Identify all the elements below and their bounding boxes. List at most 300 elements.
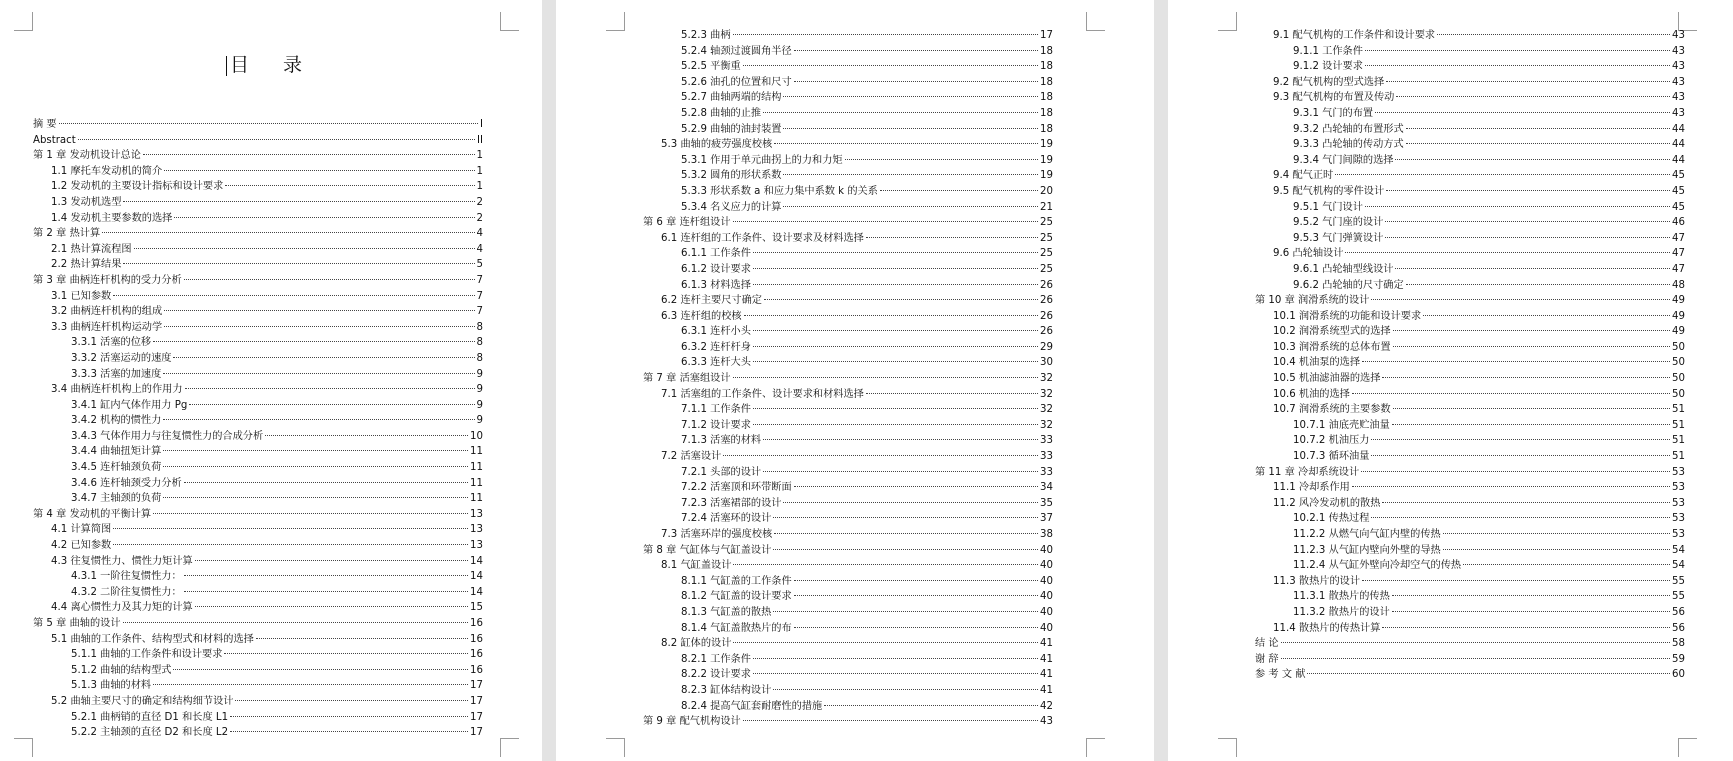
toc-entry-page-number: 43 bbox=[1672, 76, 1685, 88]
toc-entry-page-number: 51 bbox=[1672, 435, 1685, 447]
toc-entry-label: 6.3.2 连杆杆身 bbox=[681, 341, 751, 353]
toc-entry[interactable] bbox=[1255, 184, 1685, 200]
toc-entry[interactable] bbox=[33, 133, 483, 149]
toc-entry-page-number: 50 bbox=[1672, 388, 1685, 400]
toc-entry[interactable] bbox=[1255, 527, 1685, 543]
toc-dot-leader bbox=[753, 268, 1038, 269]
toc-dot-leader bbox=[1352, 486, 1670, 487]
toc-entry-page-number: 2 bbox=[476, 212, 483, 224]
toc-entry-page-number: 59 bbox=[1672, 653, 1685, 665]
toc-entry-page-number: 34 bbox=[1040, 482, 1053, 494]
toc-entry-page-number: I bbox=[479, 119, 483, 130]
toc-entry-label: 10.7 润滑系统的主要参数 bbox=[1273, 404, 1391, 416]
toc-entry[interactable] bbox=[643, 465, 1053, 481]
toc-entry[interactable] bbox=[643, 59, 1053, 75]
toc-entry-page-number: 21 bbox=[1040, 201, 1053, 213]
toc-entry-label: 10.2.1 传热过程 bbox=[1293, 513, 1370, 525]
toc-entry[interactable] bbox=[643, 418, 1053, 434]
toc-dot-leader bbox=[1371, 455, 1670, 456]
toc-dot-leader bbox=[195, 606, 468, 607]
toc-entry-page-number: 55 bbox=[1672, 575, 1685, 587]
toc-entry[interactable] bbox=[1255, 168, 1685, 184]
toc-entry[interactable] bbox=[1255, 480, 1685, 496]
toc-entry[interactable] bbox=[643, 246, 1053, 262]
toc-entry-label: 3.4.2 机构的惯性力 bbox=[71, 415, 162, 427]
toc-entry[interactable] bbox=[1255, 387, 1685, 403]
toc-entry-label: 5.2.5 平衡重 bbox=[681, 61, 741, 73]
toc-entry[interactable] bbox=[643, 605, 1053, 621]
toc-entry-label: 5.3.1 作用于单元曲拐上的力和力矩 bbox=[681, 154, 843, 166]
toc-entry[interactable] bbox=[643, 75, 1053, 91]
toc-dot-leader bbox=[1463, 564, 1670, 565]
toc-entry[interactable] bbox=[33, 164, 483, 180]
toc-dot-leader bbox=[1392, 611, 1670, 612]
toc-dot-leader bbox=[184, 575, 468, 576]
toc-entry-label: 4.2 已知参数 bbox=[51, 540, 112, 552]
toc-entry[interactable] bbox=[33, 600, 483, 616]
toc-entry[interactable] bbox=[643, 340, 1053, 356]
toc-dot-leader bbox=[733, 221, 1039, 222]
toc-entry-label: 8.2.2 设计要求 bbox=[681, 669, 751, 681]
toc-entry-page-number: 18 bbox=[1040, 92, 1053, 104]
toc-entry-page-number: 51 bbox=[1672, 451, 1685, 463]
toc-dot-leader bbox=[763, 471, 1038, 472]
toc-entry[interactable] bbox=[1255, 402, 1685, 418]
toc-entry-label: 3.4.7 主轴颈的负荷 bbox=[71, 493, 162, 505]
toc-entry[interactable] bbox=[643, 309, 1053, 325]
toc-dot-leader bbox=[1406, 128, 1670, 129]
toc-entry-label: 10.5 机油滤油器的选择 bbox=[1273, 373, 1381, 385]
toc-entry-page-number: 2 bbox=[476, 196, 483, 208]
toc-entry[interactable] bbox=[643, 480, 1053, 496]
toc-entry-label: 3.4.1 缸内气体作用力 Pg bbox=[71, 399, 188, 411]
toc-entry[interactable] bbox=[33, 179, 483, 195]
toc-entry-page-number: 44 bbox=[1672, 139, 1685, 151]
toc-entry[interactable] bbox=[33, 460, 483, 476]
toc-dot-leader bbox=[123, 622, 469, 623]
toc-entry[interactable] bbox=[643, 371, 1053, 387]
toc-entry-label: 7.2.3 活塞裙部的设计 bbox=[681, 497, 782, 509]
toc-entry-page-number: 56 bbox=[1672, 606, 1685, 618]
toc-entry[interactable] bbox=[33, 507, 483, 523]
toc-entry-label: 11.2.3 从气缸内壁向外壁的导热 bbox=[1293, 544, 1441, 556]
toc-entry-page-number: 25 bbox=[1040, 217, 1053, 229]
toc-entry[interactable] bbox=[1255, 496, 1685, 512]
toc-entry[interactable] bbox=[1255, 309, 1685, 325]
toc-entry-label: 9.5.3 气门弹簧设计 bbox=[1293, 232, 1384, 244]
toc-entry-label: 10.6 机油的选择 bbox=[1273, 388, 1350, 400]
toc-entry-label: 5.2 曲轴主要尺寸的确定和结构细节设计 bbox=[51, 695, 234, 707]
toc-entry[interactable] bbox=[643, 652, 1053, 668]
toc-entry-page-number: 25 bbox=[1040, 248, 1053, 260]
toc-entry[interactable] bbox=[643, 402, 1053, 418]
toc-dot-leader bbox=[1386, 81, 1670, 82]
toc-entry[interactable] bbox=[33, 647, 483, 663]
toc-entry-page-number: 50 bbox=[1672, 341, 1685, 353]
toc-entry-label: 3.1 已知参数 bbox=[51, 290, 112, 302]
toc-entry[interactable] bbox=[1255, 246, 1685, 262]
toc-entry-label: 5.1 曲轴的工作条件、结构型式和材料的选择 bbox=[51, 633, 254, 645]
toc-dot-leader bbox=[845, 159, 1038, 160]
toc-dot-leader bbox=[123, 263, 474, 264]
toc-entry[interactable] bbox=[33, 257, 483, 273]
toc-entry[interactable] bbox=[1255, 215, 1685, 231]
toc-entry[interactable] bbox=[33, 491, 483, 507]
toc-entry-page-number: 11 bbox=[470, 446, 483, 458]
toc-entry[interactable] bbox=[643, 667, 1053, 683]
toc-entry[interactable] bbox=[643, 714, 1053, 730]
toc-entry[interactable] bbox=[643, 683, 1053, 699]
toc-entry[interactable] bbox=[643, 231, 1053, 247]
toc-dot-leader bbox=[1371, 439, 1670, 440]
toc-dot-leader bbox=[866, 393, 1038, 394]
toc-entry[interactable] bbox=[33, 273, 483, 289]
toc-entry-page-number: 9 bbox=[476, 384, 483, 396]
toc-entry-page-number: 7 bbox=[476, 290, 483, 302]
toc-entry-label: 7.2.1 头部的设计 bbox=[681, 466, 762, 478]
toc-entry-page-number: 10 bbox=[470, 430, 483, 442]
toc-entry-label: 11.4 散热片的传热计算 bbox=[1273, 622, 1381, 634]
toc-entry[interactable] bbox=[33, 351, 483, 367]
toc-entry[interactable] bbox=[643, 293, 1053, 309]
toc-entry[interactable] bbox=[33, 304, 483, 320]
toc-entry-page-number: 48 bbox=[1672, 279, 1685, 291]
toc-dot-leader bbox=[1281, 658, 1670, 659]
toc-dot-leader bbox=[78, 139, 475, 140]
toc-dot-leader bbox=[733, 642, 1038, 643]
toc-entry[interactable] bbox=[33, 585, 483, 601]
toc-entry-label: 3.4.4 曲轴扭矩计算 bbox=[71, 446, 162, 458]
toc-dot-leader bbox=[753, 658, 1038, 659]
toc-entry[interactable] bbox=[1255, 340, 1685, 356]
toc-entry-label: 第 8 章 气缸体与气缸盖设计 bbox=[643, 544, 772, 556]
toc-entry[interactable] bbox=[643, 558, 1053, 574]
toc-entry[interactable] bbox=[33, 320, 483, 336]
toc-entry-label: 5.3.2 圆角的形状系数 bbox=[681, 170, 782, 182]
toc-dot-leader bbox=[163, 497, 468, 498]
toc-entry[interactable] bbox=[643, 215, 1053, 231]
toc-dot-leader bbox=[185, 388, 475, 389]
margin-corner-mark bbox=[500, 12, 519, 31]
toc-entry[interactable] bbox=[643, 574, 1053, 590]
toc-entry-label: 11.3 散热片的设计 bbox=[1273, 575, 1361, 587]
toc-entry[interactable] bbox=[33, 148, 483, 164]
toc-entry-page-number: 55 bbox=[1672, 591, 1685, 603]
toc-entry[interactable] bbox=[643, 90, 1053, 106]
toc-entry[interactable] bbox=[1255, 122, 1685, 138]
toc-entry[interactable] bbox=[643, 589, 1053, 605]
toc-entry[interactable] bbox=[643, 527, 1053, 543]
toc-entry-label: 6.3.1 连杆小头 bbox=[681, 326, 751, 338]
toc-entry-label: 4.3.2 二阶往复惯性力： bbox=[71, 586, 182, 598]
toc-dot-leader bbox=[1362, 361, 1670, 362]
toc-entry-page-number: 17 bbox=[470, 695, 483, 707]
toc-entry-label: 8.1.2 气缸盖的设计要求 bbox=[681, 591, 792, 603]
toc-dot-leader bbox=[195, 560, 468, 561]
toc-entry[interactable] bbox=[33, 195, 483, 211]
toc-entry-label: 3.2 曲柄连杆机构的组成 bbox=[51, 306, 163, 318]
toc-entry[interactable] bbox=[1255, 511, 1685, 527]
toc-entry-label: 2.2 热计算结果 bbox=[51, 259, 122, 271]
toc-dot-leader bbox=[1382, 377, 1670, 378]
toc-entry-label: 7.1.1 工作条件 bbox=[681, 404, 751, 416]
toc-entry[interactable] bbox=[1255, 59, 1685, 75]
toc-entry[interactable] bbox=[1255, 636, 1685, 652]
toc-entry-page-number: 54 bbox=[1672, 544, 1685, 556]
toc-entry-label: 9.1.2 设计要求 bbox=[1293, 61, 1363, 73]
toc-entry-page-number: 13 bbox=[470, 508, 483, 520]
toc-entry[interactable] bbox=[643, 184, 1053, 200]
toc-entry-page-number: 26 bbox=[1040, 295, 1053, 307]
toc-entry[interactable] bbox=[33, 242, 483, 258]
toc-entry-page-number: 40 bbox=[1040, 560, 1053, 572]
toc-entry[interactable] bbox=[643, 699, 1053, 715]
toc-entry-page-number: 58 bbox=[1672, 638, 1685, 650]
toc-entry[interactable] bbox=[643, 511, 1053, 527]
toc-entry[interactable] bbox=[643, 496, 1053, 512]
toc-entry[interactable] bbox=[33, 413, 483, 429]
toc-entry[interactable] bbox=[33, 538, 483, 554]
toc-entry[interactable] bbox=[1255, 605, 1685, 621]
toc-entry-page-number: 1 bbox=[476, 181, 483, 193]
toc-entry[interactable] bbox=[643, 621, 1053, 637]
toc-entry[interactable] bbox=[33, 367, 483, 383]
toc-entry[interactable] bbox=[1255, 371, 1685, 387]
toc-entry[interactable] bbox=[1255, 418, 1685, 434]
toc-entry[interactable] bbox=[643, 324, 1053, 340]
toc-dot-leader bbox=[224, 653, 468, 654]
toc-entry-label: 第 6 章 连杆组设计 bbox=[643, 217, 731, 229]
toc-entry[interactable] bbox=[643, 44, 1053, 60]
toc-dot-leader bbox=[265, 435, 468, 436]
toc-entry-page-number: 51 bbox=[1672, 404, 1685, 416]
toc-entry[interactable] bbox=[643, 28, 1053, 44]
toc-entry[interactable] bbox=[643, 262, 1053, 278]
toc-entry-page-number: 30 bbox=[1040, 357, 1053, 369]
toc-entry[interactable] bbox=[643, 200, 1053, 216]
toc-entry-label: 6.1 连杆组的工作条件、设计要求及材料选择 bbox=[661, 232, 864, 244]
toc-entry[interactable] bbox=[643, 543, 1053, 559]
toc-entry[interactable] bbox=[33, 554, 483, 570]
toc-entry[interactable] bbox=[643, 106, 1053, 122]
toc-entry[interactable] bbox=[643, 449, 1053, 465]
toc-entry-label: 7.1.2 设计要求 bbox=[681, 419, 751, 431]
toc-entry-page-number: 42 bbox=[1040, 700, 1053, 712]
toc-entry-label: 6.2 连杆主要尺寸确定 bbox=[661, 295, 762, 307]
toc-entry[interactable] bbox=[1255, 153, 1685, 169]
toc-entry[interactable] bbox=[1255, 543, 1685, 559]
toc-entry[interactable] bbox=[33, 117, 483, 133]
toc-entry-label: 9.1 配气机构的工作条件和设计要求 bbox=[1273, 30, 1436, 41]
toc-dot-leader bbox=[1382, 502, 1670, 503]
toc-entry[interactable] bbox=[33, 678, 483, 694]
toc-entry[interactable] bbox=[33, 694, 483, 710]
toc-entry-page-number: II bbox=[476, 134, 483, 146]
toc-dot-leader bbox=[1365, 65, 1670, 66]
toc-dot-leader bbox=[164, 326, 474, 327]
toc-entry-page-number: 43 bbox=[1672, 45, 1685, 57]
toc-dot-leader bbox=[794, 627, 1038, 628]
toc-entry[interactable] bbox=[1255, 28, 1685, 44]
toc-entry-label: 8.2.3 缸体结构设计 bbox=[681, 684, 772, 696]
toc-dot-leader bbox=[1393, 330, 1670, 331]
toc-dot-leader bbox=[1406, 284, 1670, 285]
toc-entry-page-number: 17 bbox=[470, 727, 483, 739]
toc-entry-page-number: 20 bbox=[1040, 185, 1053, 197]
toc-entry[interactable] bbox=[33, 429, 483, 445]
toc-entry-label: 第 3 章 曲柄连杆机构的受力分析 bbox=[33, 274, 182, 286]
toc-dot-leader bbox=[1406, 143, 1670, 144]
toc-entry[interactable] bbox=[1255, 324, 1685, 340]
toc-entry-page-number: 26 bbox=[1040, 310, 1053, 322]
toc-entry[interactable] bbox=[643, 636, 1053, 652]
toc-entry[interactable] bbox=[1255, 293, 1685, 309]
toc-dot-leader bbox=[753, 284, 1038, 285]
toc-entry-label: 9.3.3 凸轮轴的传动方式 bbox=[1293, 139, 1404, 151]
toc-entry-page-number: 37 bbox=[1040, 513, 1053, 525]
toc-entry[interactable] bbox=[643, 355, 1053, 371]
toc-entry[interactable] bbox=[1255, 449, 1685, 465]
toc-entry-label: 第 9 章 配气机构设计 bbox=[643, 716, 741, 728]
toc-dot-leader bbox=[225, 185, 474, 186]
toc-entry[interactable] bbox=[1255, 355, 1685, 371]
toc-entry[interactable] bbox=[1255, 137, 1685, 153]
toc-entry[interactable] bbox=[1255, 652, 1685, 668]
toc-entry[interactable] bbox=[643, 122, 1053, 138]
toc-entry-page-number: 44 bbox=[1672, 123, 1685, 135]
toc-entry[interactable] bbox=[1255, 621, 1685, 637]
toc-entry-page-number: 16 bbox=[470, 618, 483, 629]
toc-entry[interactable] bbox=[1255, 231, 1685, 247]
toc-entry[interactable] bbox=[33, 289, 483, 305]
toc-entry-label: 11.2.4 从气缸外壁向冷却空气的传热 bbox=[1293, 560, 1462, 572]
toc-entry-label: 9.5 配气机构的零件设计 bbox=[1273, 185, 1385, 197]
toc-dot-leader bbox=[1443, 533, 1670, 534]
toc-entry[interactable] bbox=[643, 153, 1053, 169]
toc-entry-label: 3.4.5 连杆轴颈负荷 bbox=[71, 462, 162, 474]
toc-entry-label: 9.3.1 气门的布置 bbox=[1293, 107, 1374, 119]
toc-dot-leader bbox=[184, 591, 468, 592]
toc-entry[interactable] bbox=[1255, 558, 1685, 574]
toc-dot-leader bbox=[773, 517, 1038, 518]
toc-entry[interactable] bbox=[33, 725, 483, 741]
toc-entry[interactable] bbox=[1255, 200, 1685, 216]
toc-entry-label: 3.4.6 连杆轴颈受力分析 bbox=[71, 477, 182, 489]
toc-dot-leader bbox=[733, 564, 1038, 565]
toc-entry-page-number: 11 bbox=[470, 493, 483, 505]
toc-entry[interactable] bbox=[33, 710, 483, 726]
toc-entry[interactable] bbox=[33, 616, 483, 632]
toc-dot-leader bbox=[794, 50, 1038, 51]
toc-entry[interactable] bbox=[643, 387, 1053, 403]
toc-entry[interactable] bbox=[643, 278, 1053, 294]
toc-dot-leader bbox=[1371, 299, 1670, 300]
toc-entry[interactable] bbox=[33, 211, 483, 227]
toc-entry[interactable] bbox=[33, 522, 483, 538]
toc-entry-page-number: 46 bbox=[1672, 217, 1685, 229]
toc-dot-leader bbox=[235, 700, 468, 701]
toc-entry-label: 5.2.6 油孔的位置和尺寸 bbox=[681, 76, 792, 88]
toc-entry[interactable] bbox=[1255, 106, 1685, 122]
toc-entry[interactable] bbox=[643, 433, 1053, 449]
toc-entry-page-number: 40 bbox=[1040, 606, 1053, 618]
toc-entry-page-number: 4 bbox=[476, 243, 483, 255]
toc-dot-leader bbox=[134, 248, 475, 249]
toc-entry[interactable] bbox=[1255, 589, 1685, 605]
toc-entry-label: 10.3 润滑系统的总体布置 bbox=[1273, 341, 1391, 353]
toc-entry-label: 3.3.3 活塞的加速度 bbox=[71, 368, 162, 380]
toc-entry[interactable] bbox=[1255, 433, 1685, 449]
toc-dot-leader bbox=[1393, 346, 1670, 347]
toc-entry[interactable] bbox=[33, 335, 483, 351]
toc-dot-leader bbox=[1385, 237, 1670, 238]
toc-entry-label: 6.1.1 工作条件 bbox=[681, 248, 751, 260]
toc-entry-page-number: 1 bbox=[476, 150, 483, 162]
toc-entry-page-number: 51 bbox=[1672, 419, 1685, 431]
toc-entry[interactable] bbox=[33, 569, 483, 585]
toc-dot-leader bbox=[774, 533, 1038, 534]
toc-dot-leader bbox=[866, 237, 1038, 238]
toc-dot-leader bbox=[824, 705, 1038, 706]
toc-list bbox=[1255, 28, 1685, 683]
toc-dot-leader bbox=[794, 81, 1038, 82]
toc-entry-page-number: 26 bbox=[1040, 279, 1053, 291]
toc-entry[interactable] bbox=[33, 476, 483, 492]
toc-entry-label: 2.1 热计算流程图 bbox=[51, 243, 132, 255]
toc-entry-page-number: 53 bbox=[1672, 482, 1685, 494]
toc-entry[interactable] bbox=[33, 444, 483, 460]
toc-entry-page-number: 1 bbox=[476, 165, 483, 177]
toc-entry[interactable] bbox=[643, 168, 1053, 184]
toc-entry-label: 谢 辞 bbox=[1255, 653, 1279, 665]
toc-entry[interactable] bbox=[643, 137, 1053, 153]
toc-entry-label: 10.7.1 油底壳贮油量 bbox=[1293, 419, 1390, 431]
toc-entry-page-number: 18 bbox=[1040, 107, 1053, 119]
toc-dot-leader bbox=[763, 439, 1038, 440]
toc-dot-leader bbox=[763, 112, 1038, 113]
toc-entry-page-number: 45 bbox=[1672, 185, 1685, 197]
toc-entry[interactable] bbox=[1255, 262, 1685, 278]
toc-dot-leader bbox=[753, 346, 1038, 347]
toc-entry[interactable] bbox=[1255, 75, 1685, 91]
toc-entry-page-number: 19 bbox=[1040, 170, 1053, 182]
toc-entry-page-number: 9 bbox=[476, 415, 483, 427]
toc-entry[interactable] bbox=[33, 226, 483, 242]
toc-entry[interactable] bbox=[1255, 90, 1685, 106]
toc-entry[interactable] bbox=[1255, 278, 1685, 294]
toc-dot-leader bbox=[744, 315, 1038, 316]
toc-dot-leader bbox=[1437, 34, 1670, 35]
toc-entry-label: 9.5.2 气门座的设计 bbox=[1293, 217, 1384, 229]
toc-entry-label: 5.1.1 曲轴的工作条件和设计要求 bbox=[71, 649, 223, 661]
toc-entry-label: 1.2 发动机的主要设计指标和设计要求 bbox=[51, 181, 224, 193]
toc-entry[interactable] bbox=[1255, 465, 1685, 481]
toc-entry-page-number: 18 bbox=[1040, 123, 1053, 135]
toc-dot-leader bbox=[123, 201, 474, 202]
toc-entry-page-number: 17 bbox=[1040, 30, 1053, 41]
toc-entry[interactable] bbox=[33, 398, 483, 414]
toc-entry-label: 5.2.2 主轴颈的直径 D2 和长度 L2 bbox=[71, 727, 229, 739]
toc-entry[interactable] bbox=[1255, 44, 1685, 60]
toc-dot-leader bbox=[163, 373, 474, 374]
toc-entry[interactable] bbox=[1255, 574, 1685, 590]
toc-entry[interactable] bbox=[33, 663, 483, 679]
toc-entry-page-number: 8 bbox=[476, 352, 483, 364]
toc-entry[interactable] bbox=[1255, 667, 1685, 683]
toc-entry-page-number: 49 bbox=[1672, 310, 1685, 322]
toc-entry[interactable] bbox=[33, 632, 483, 648]
toc-entry[interactable] bbox=[33, 382, 483, 398]
